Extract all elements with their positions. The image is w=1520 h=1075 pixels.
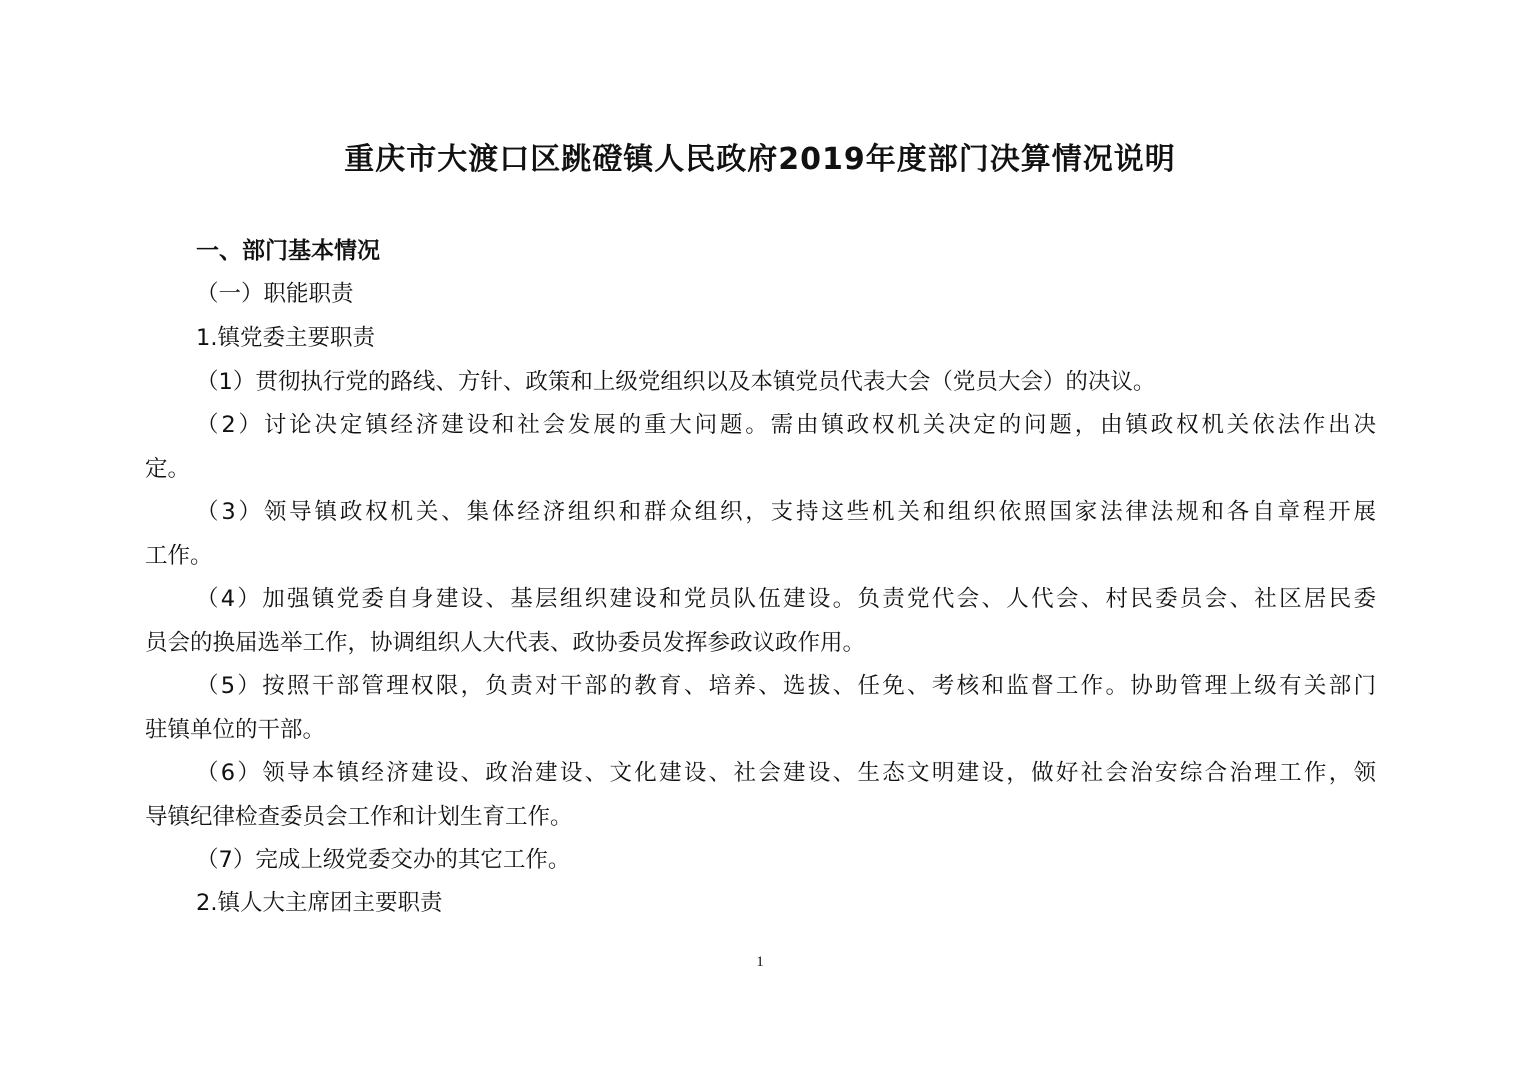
paragraph-5-line-2: 驻镇单位的干部。 [145,717,326,743]
item-heading: 1.镇党委主要职责 [196,325,375,351]
document-title: 重庆市大渡口区跳磴镇人民政府2019年度部门决算情况说明 [344,142,1176,177]
paragraph-6-line-1: （6）领导本镇经济建设、政治建设、文化建设、社会建设、生态文明建设，做好社会治安综合治理工作，领 [196,760,1376,786]
section-heading: 一、部门基本情况 [196,238,380,264]
paragraph-2-line-1: （2）讨论决定镇经济建设和社会发展的重大问题。需由镇政权机关决定的问题，由镇政权机关依法作出决 [196,412,1376,438]
paragraph-6-line-2: 导镇纪律检查委员会工作和计划生育工作。 [145,804,573,830]
item-heading-2: 2.镇人大主席团主要职责 [196,890,443,916]
paragraph-4-line-1: （4）加强镇党委自身建设、基层组织建设和党员队伍建设。负责党代会、人代会、村民委员会、社区居民委 [196,586,1376,612]
paragraph-7-line-1: （7）完成上级党委交办的其它工作。 [196,847,571,873]
paragraph-2-line-2: 定。 [145,456,191,482]
paragraph-3-line-1: （3）领导镇政权机关、集体经济组织和群众组织，支持这些机关和组织依照国家法律法规和各自章程开展 [196,499,1376,525]
page-number: 1 [756,954,764,970]
paragraph-5-line-1: （5）按照干部管理权限，负责对干部的教育、培养、选拔、任免、考核和监督工作。协助管理上级有关部门 [196,673,1376,699]
paragraph-3-line-2: 工作。 [145,543,213,569]
subsection-heading: （一）职能职责 [196,281,354,307]
paragraph-1-line-1: （1）贯彻执行党的路线、方针、政策和上级党组织以及本镇党员代表大会（党员大会）的决议。 [196,369,1156,395]
paragraph-4-line-2: 员会的换届选举工作，协调组织人大代表、政协委员发挥参政议政作用。 [145,630,866,656]
